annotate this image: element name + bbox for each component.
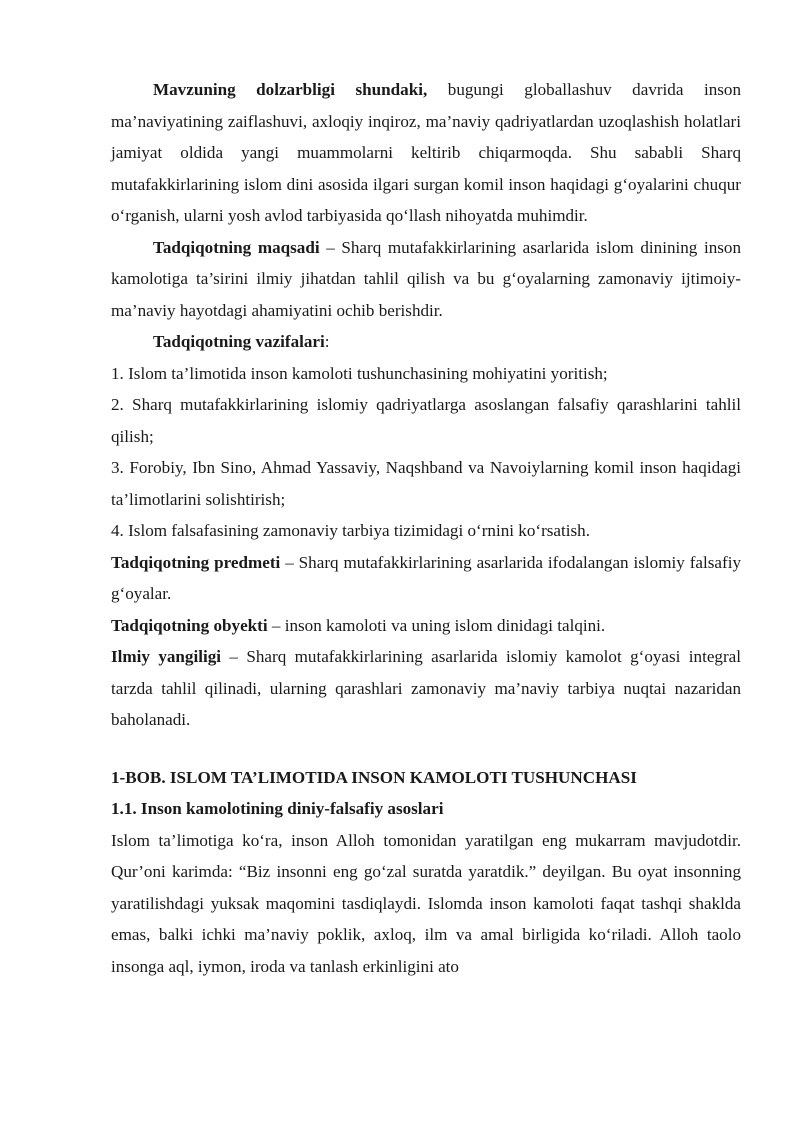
paragraph-object: [111, 610, 741, 642]
section-title: 1.1. Inson kamolotining diniy-falsafiy asoslari: [111, 799, 444, 818]
section-spacer: [111, 736, 741, 762]
goal-text: – Sharq mutafakkirlarining asarlarida islom dinining inson kamolotiga ta’sirini ilmiy jihatdan tahlil qilish va bu g‘oyalarning zamonaviy ijtimoiy-ma’naviy hayotdagi ahamiyatini ochib berishdir.: [111, 237, 742, 320]
paragraph-goal: [111, 232, 741, 327]
tasks-lead: Tadqiqotning vazifalari: [153, 332, 325, 351]
paragraph-relevance: [111, 74, 741, 232]
task-item-3: 3. Forobiy, Ibn Sino, Ahmad Yassaviy, Naqshband va Navoiylarning komil inson haqidagi ta’limotlarini solishtirish;: [111, 458, 741, 509]
subject-text: – Sharq mutafakkirlarining asarlarida ifodalangan islomiy falsafiy g‘oyalar.: [111, 552, 741, 603]
task-item-4: 4. Islom falsafasining zamonaviy tarbiya tizimidagi o‘rnini ko‘rsatish.: [111, 521, 590, 540]
relevance-lead: Mavzuning dolzarbligi shundaki,: [153, 80, 428, 99]
object-lead: Tadqiqotning obyekti: [111, 615, 268, 635]
task-item-2: 2. Sharq mutafakkirlarining islomiy qadriyatlarga asoslangan falsafiy qarashlarini tahlil qilish;: [111, 395, 741, 446]
tasks-colon: :: [324, 332, 330, 351]
page-content: [111, 74, 741, 982]
paragraph-tasks-heading: [111, 326, 741, 358]
novelty-lead: Ilmiy yangiligi: [111, 647, 222, 666]
task-item-1: 1. Islom ta’limotida inson kamoloti tushunchasining mohiyatini yoritish;: [111, 363, 608, 383]
chapter-body: Islom ta’limotiga ko‘ra, inson Alloh tomonidan yaratilgan eng mukarram mavjudotdir. Qur’oni karimda: “Biz insonni eng go‘zal suratda yaratdik.” deyilgan. Bu oyat insonning yaratilishdagi yuksak maqomini tasdiqlaydi. Islomda inson kamoloti faqat tashqi shaklda emas, balki ichki ma’naviy poklik, axloq, ilm va amal birligida ko‘riladi. Alloh taolo insonga aql, iymon, iroda va tanlash erkinligini ato: [111, 830, 741, 976]
chapter-title: 1-BOB. ISLOM TA’LIMOTIDA INSON KAMOLOTI TUSHUNCHASI: [111, 767, 637, 787]
subject-lead: Tadqiqotning predmeti: [111, 552, 281, 572]
paragraph-subject: [111, 547, 741, 610]
paragraph-novelty: [111, 641, 741, 736]
goal-lead: Tadqiqotning maqsadi: [153, 237, 320, 257]
novelty-text: – Sharq mutafakkirlarining asarlarida islomiy kamolot g‘oyasi integral tarzda tahlil qilinadi, ularning qarashlari zamonaviy ma’naviy tarbiya nuqtai nazaridan baholanadi.: [111, 647, 742, 729]
object-text: – inson kamoloti va uning islom dinidagi talqini.: [267, 615, 606, 635]
relevance-text: bugungi globallashuv davrida inson ma’naviyatining zaiflashuvi, axloqiy inqiroz, ma’naviy qadriyatlardan uzoqlashish holatlari jamiyat oldida yangi muammolarni keltirib chiqarmoqda. Shu sababli Sharq mutafakkirlarining islom dini asosida ilgari surgan komil inson haqidagi g‘oyalarini chuqur o‘rganish, ularni yosh avlod tarbiyasida qo‘llash nihoyatda muhimdir.: [111, 80, 741, 225]
